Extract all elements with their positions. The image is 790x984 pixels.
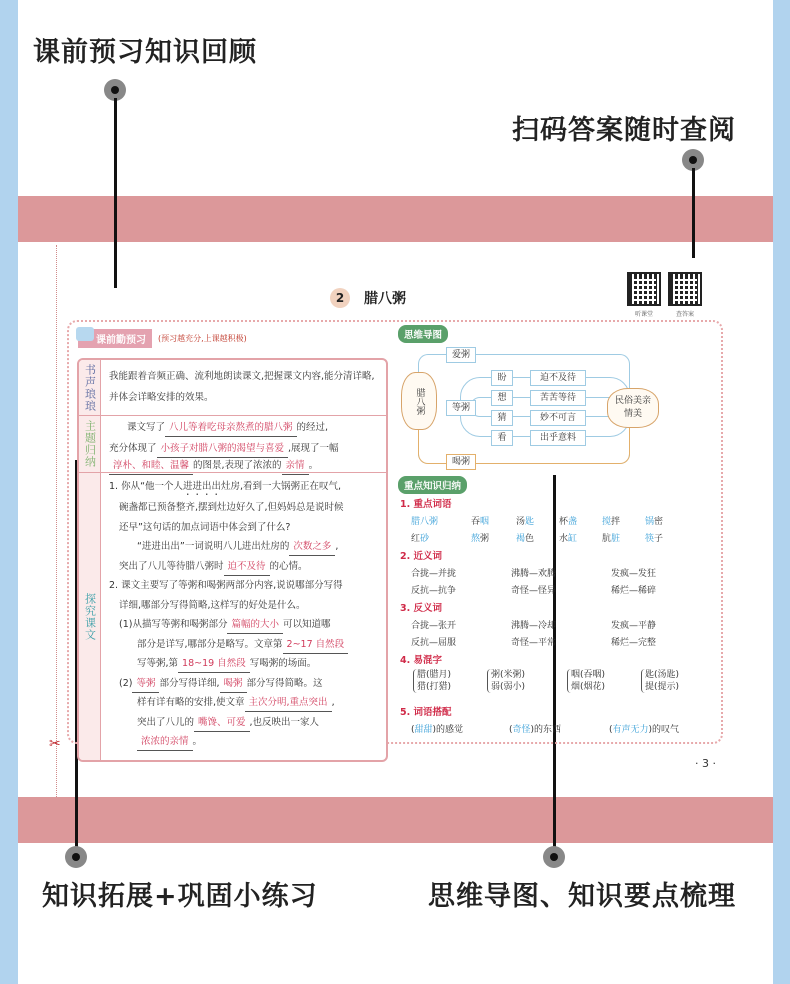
answer-blank: 喝粥 [220,676,247,693]
section-label: 书声琅琅 [79,360,101,415]
synonym-row: 合拢—并拢 沸腾—欢腾 发疯—发狂 [411,569,657,579]
answer-blank: 八儿等着吃母亲熬煮的腊八粥 [165,420,297,437]
preview-badge-label: 课前勤预习 [96,335,146,346]
mindmap-node-wait: 等粥 [446,400,476,416]
qr-listen[interactable] [627,272,661,318]
answer-blank: 次数之多 [289,539,335,556]
reading-text: 我能跟着音频正确、流利地朗读课文,把握课文内容,能分清详略,并体会详略安排的效果。 [109,371,375,403]
qr-code-icon [668,272,702,306]
pointer-line [114,98,117,288]
knowledge-tag: 重点知识归纳 [398,476,467,494]
callout-scan-answers: 扫码答案随时查阅 [512,115,736,146]
envelope-icon [76,327,94,341]
cut-line [56,245,57,797]
qr-code-icon [627,272,661,306]
antonym-row: 反抗—屈服 奇怪—平常 稀烂—完整 [411,638,657,648]
pin-icon [65,846,87,868]
qr-label: 听课堂 [634,311,653,318]
preview-badge [78,329,152,348]
synonym-row: 反抗—抗争 奇怪—怪异 稀烂—稀碎 [411,586,657,596]
explore-section [79,473,386,760]
preview-panel [77,358,388,762]
lesson-name: 腊八粥 [364,291,406,307]
bottom-band [18,797,773,843]
mindmap-node-love: 爱粥 [446,347,476,363]
answer-blank: 浓浓的亲情 [137,734,193,751]
heading-antonyms: 3. 反义词 [400,603,443,614]
theme-section [79,416,386,473]
callout-preview-review: 课前预习知识回顾 [33,37,257,68]
qr-answers[interactable] [668,272,702,318]
answer-blank: 嘴馋、可爱 [194,715,250,732]
explore-text: 1. 你从“他一个人进进出出灶房,看到一大锅粥正在叹气, 碗盏都已预备整齐,摆到灶边好久了,但妈妈总是说时候 还早”这句话的加点词语中体会到了什么? “进进出出”一词说明八儿进出灶房的 次数之多 , 突出了八儿等待腊八粥时 迫不及待 的心情。 2. 课文主要写了等粥和喝粥两部分内容,说说哪部分写得 详细,哪部分写得简略,这样写的好处是什么。 (1)从描写等粥和喝粥部分 篇幅的大小 可以知道哪 部分是详写,哪部分是略写。文章第 2~17 自然段 写等粥,第 18~19 自然段 写喝粥的场面。 (2) 等粥 部分写得详细, 喝粥 部分写得简略。这 样有详有略的安排,使文章 主次分明,重点突出 , 突出了八儿的 嘴馋、可爱 ,也反映出一家人 浓浓的亲情 。 [109,477,380,752]
answer-blank: 亲情 [282,458,309,475]
section-label: 主题归纳 [79,416,101,472]
pin-icon [543,846,565,868]
mindmap-action: 看 [491,430,513,446]
mindmap-feeling: 迫不及待 [530,370,586,386]
antonym-row: 合拢—张开 沸腾—冷却 发疯—平静 [411,621,657,631]
qr-label: 查答案 [675,311,694,318]
left-side-bar [0,0,18,984]
key-words-row: 腊八粥 吞咽 汤匙 杯盏 搅拌 锅密 [411,517,664,527]
reading-section [79,360,386,416]
answer-blank: 淳朴、和睦、温馨 [109,458,193,475]
pointer-line [692,168,695,258]
lesson-number: 2 [330,288,350,308]
answer-blank: 迫不及待 [224,559,270,576]
mindmap-right-cloud: 民俗美亲情美 [607,388,659,428]
callout-knowledge-practice: 知识拓展+巩固小练习 [42,881,318,912]
answer-blank: 2~17 自然段 [283,637,349,654]
mindmap-center-cloud: 腊八粥 [401,372,437,430]
mindmap-feeling: 出乎意料 [530,430,586,446]
collocation-row: (甜甜)的感觉 (奇怪)的东西 (有声无力)的叹气 [411,725,680,735]
mindmap-feeling: 苦苦等待 [530,390,586,406]
preview-subtitle: (预习越充分,上课越积极) [158,334,247,343]
answer-blank: 等粥 [132,676,159,693]
mindmap-tag: 思维导图 [398,325,448,343]
theme-text: 课文写了 八儿等着吃母亲熬煮的腊八粥 的经过, 充分体现了 小孩子对腊八粥的渴望与喜爱 ,展现了一幅 淳朴、和睦、温馨 的图景,表现了浓浓的 亲情 。 [109,417,380,476]
mindmap-action: 想 [491,390,513,406]
heading-confusable: 4. 易混字 [400,655,443,666]
heading-synonyms: 2. 近义词 [400,551,443,562]
mindmap-action: 猜 [491,410,513,426]
callout-mindmap-summary: 思维导图、知识要点梳理 [428,881,736,912]
answer-blank: 主次分明,重点突出 [245,695,332,712]
answer-blank: 18~19 自然段 [178,656,250,673]
top-band [18,196,773,242]
mindmap-node-eat: 喝粥 [446,454,476,470]
mindmap-feeling: 妙不可言 [530,410,586,426]
section-label: 探究课文 [79,473,101,760]
scissors-icon: ✂ [49,736,61,752]
confusable-row: 腊(腊月) 猎(打猎) 粥(米粥) 弱(弱小) 咽(吞咽) 烟(烟花) 匙(汤匙) 提(提示) [413,669,713,693]
right-side-bar [773,0,790,984]
answer-blank: 小孩子对腊八粥的渴望与喜爱 [157,441,289,458]
answer-blank: 篇幅的大小 [227,617,283,634]
lesson-title [330,288,406,308]
heading-key-words: 1. 重点词语 [400,499,452,510]
heading-collocation: 5. 词语搭配 [400,707,452,718]
key-words-row: 红砂 熬粥 褐色 水缸 肮脏 筷子 [411,534,664,544]
preview-header [78,329,247,348]
page-number: · 3 · [695,757,716,770]
mindmap-action: 盼 [491,370,513,386]
